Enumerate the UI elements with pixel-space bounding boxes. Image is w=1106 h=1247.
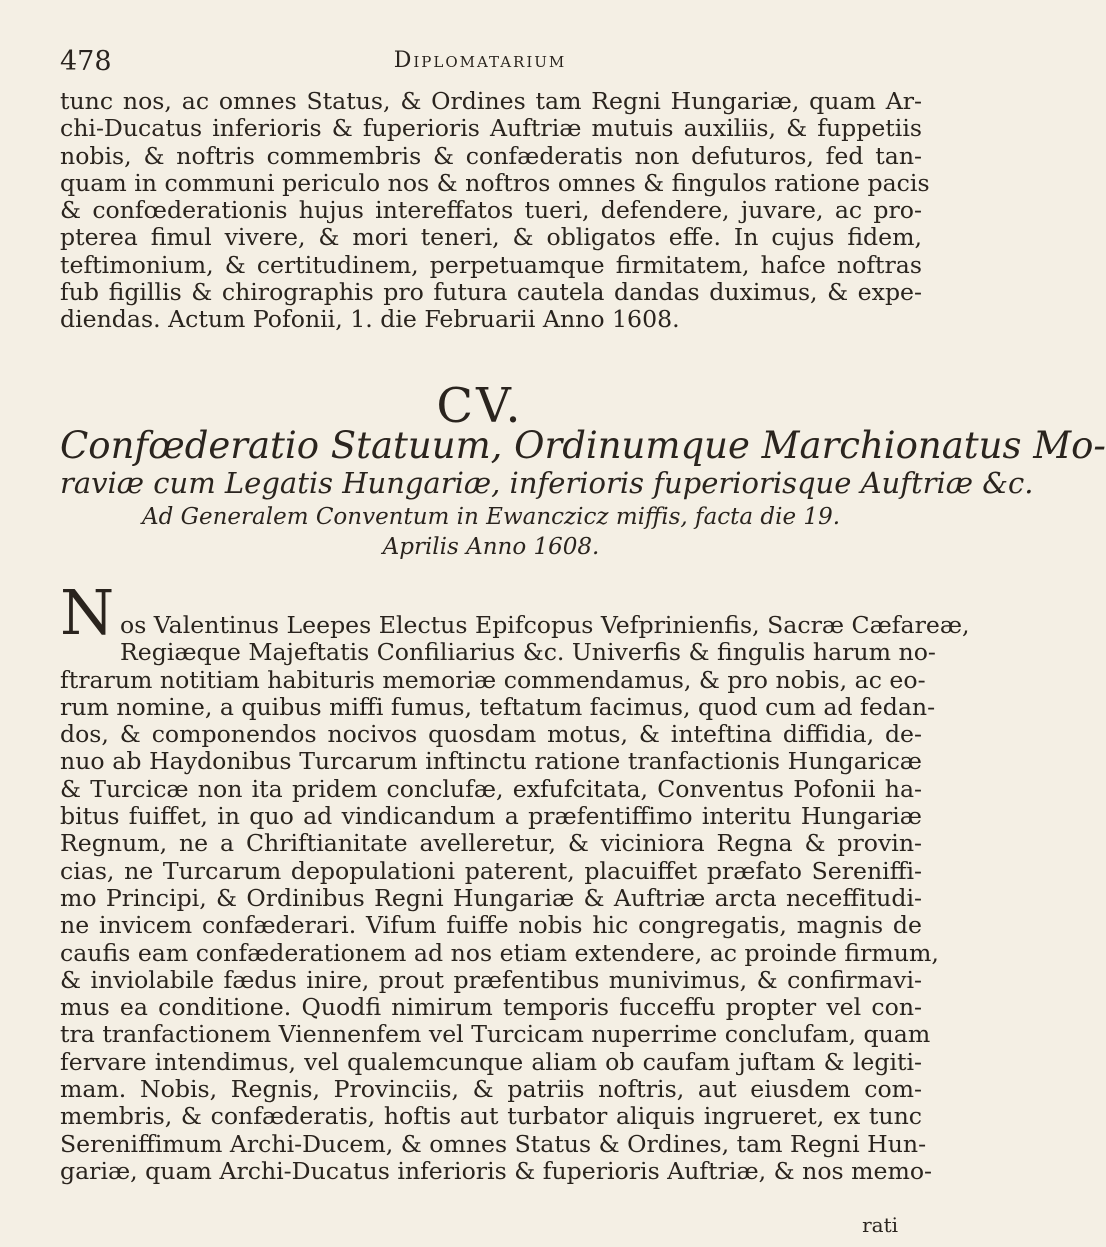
text-line: caufis eam confæderationem ad nos etiam extendere, ac proinde firmum, — [60, 938, 939, 967]
text-line: & Turcicæ non ita pridem conclufæ, exfufcitata, Conventus Pofonii ha- — [60, 774, 922, 803]
text-line: & confœderationis hujus intereffatos tueri, defendere, juvare, ac pro- — [60, 196, 922, 225]
text-line: bitus fuiffet, in quo ad vindicandum a præfentiffimo interitu Hungariæ — [60, 802, 922, 831]
text-line: Sereniffimum Archi-Ducem, & omnes Status & Ordines, tam Regni Hun- — [60, 1129, 927, 1158]
text-line: cias, ne Turcarum depopulationi paterent, placuiffet præfato Sereniffi- — [60, 856, 922, 885]
text-line: Regiæque Majeftatis Confiliarius &c. Univerfis & fingulis harum no- — [120, 638, 936, 667]
text-line: membris, & confæderatis, hoftis aut turbator aliquis ingrueret, ex tunc — [60, 1102, 922, 1131]
text-line: tra tranfactionem Viennenfem vel Turcicam nuperrime conclufam, quam — [60, 1020, 931, 1049]
text-line: diendas. Actum Pofonii, 1. die Februarii Anno 1608. — [60, 305, 680, 334]
text-line: ftrarum notitiam habituris memoriæ commendamus, & pro nobis, ac eo- — [60, 665, 926, 694]
text-line: gariæ, quam Archi-Ducatus inferioris & fuperioris Auftriæ, & nos memo- — [60, 1156, 933, 1185]
text-line: chi-Ducatus inferioris & fuperioris Auftriæ mutuis auxiliis, & fuppetiis — [60, 114, 922, 143]
section-subtitle-line-1: Ad Generalem Conventum in Ewanczicz miffis, facta die 19. — [141, 504, 841, 530]
drop-cap: N — [60, 576, 115, 649]
text-line: mam. Nobis, Regnis, Provinciis, & patriis noftris, aut eiusdem com- — [60, 1075, 922, 1104]
running-head: Diplomatarium — [393, 48, 567, 73]
text-line: nuo ab Haydonibus Turcarum inftinctu ratione tranfactionis Hungaricæ — [60, 747, 922, 776]
text-line: quam in communi periculo nos & noftros omnes & fingulos ratione pacis — [60, 168, 930, 197]
text-line: nobis, & noftris commembris & confæderatis non defuturos, fed tan- — [60, 141, 922, 170]
text-line: dos, & componendos nocivos quosdam motus, & inteftina diffidia, de- — [60, 720, 922, 749]
section-subtitle-line-2: Aprilis Anno 1608. — [382, 534, 600, 560]
text-line: Regnum, ne a Chriftianitate avelleretur, & viciniora Regna & provin- — [60, 829, 922, 858]
page-header — [60, 40, 900, 80]
text-line: pterea fimul vivere, & mori teneri, & obligatos effe. In cujus fidem, — [60, 223, 922, 252]
page-number: 478 — [60, 46, 112, 77]
text-line: ne invicem confæderari. Vifum fuiffe nobis hic congregatis, magnis de — [60, 911, 922, 940]
text-line: mus ea conditione. Quodfi nimirum temporis fucceffu propter vel con- — [60, 993, 922, 1022]
text-line: mo Principi, & Ordinibus Regni Hungariæ & Auftriæ arcta neceffitudi- — [60, 883, 922, 912]
text-line: rum nomine, a quibus miffi fumus, teftatum facimus, quod cum ad fedan- — [60, 692, 936, 721]
catchword: rati — [862, 1213, 898, 1237]
text-line: teftimonium, & certitudinem, perpetuamque firmitatem, hafce noftras — [60, 250, 922, 279]
paragraph-continued — [60, 87, 930, 334]
paragraph-main — [60, 611, 970, 1185]
text-line: fervare intendimus, vel qualemcunque aliam ob caufam juftam & legiti- — [60, 1047, 922, 1076]
text-line: tunc nos, ac omnes Status, & Ordines tam Regni Hungariæ, quam Ar- — [60, 87, 922, 115]
section-number: CV. — [436, 378, 524, 434]
section-title-line-2: raviæ cum Legatis Hungariæ, inferioris fuperiorisque Auftriæ &c. — [60, 466, 1034, 500]
text-line: os Valentinus Leepes Electus Epifcopus Vefprinienfis, Sacræ Cæfareæ, — [120, 611, 970, 639]
text-line: & inviolabile fædus inire, prout præfentibus munivimus, & confirmavi- — [60, 965, 922, 994]
text-line: fub figillis & chirographis pro futura cautela dandas duximus, & expe- — [60, 278, 922, 307]
section-title-line-1: Confœderatio Statuum, Ordinumque Marchionatus Mo- — [60, 424, 1106, 467]
